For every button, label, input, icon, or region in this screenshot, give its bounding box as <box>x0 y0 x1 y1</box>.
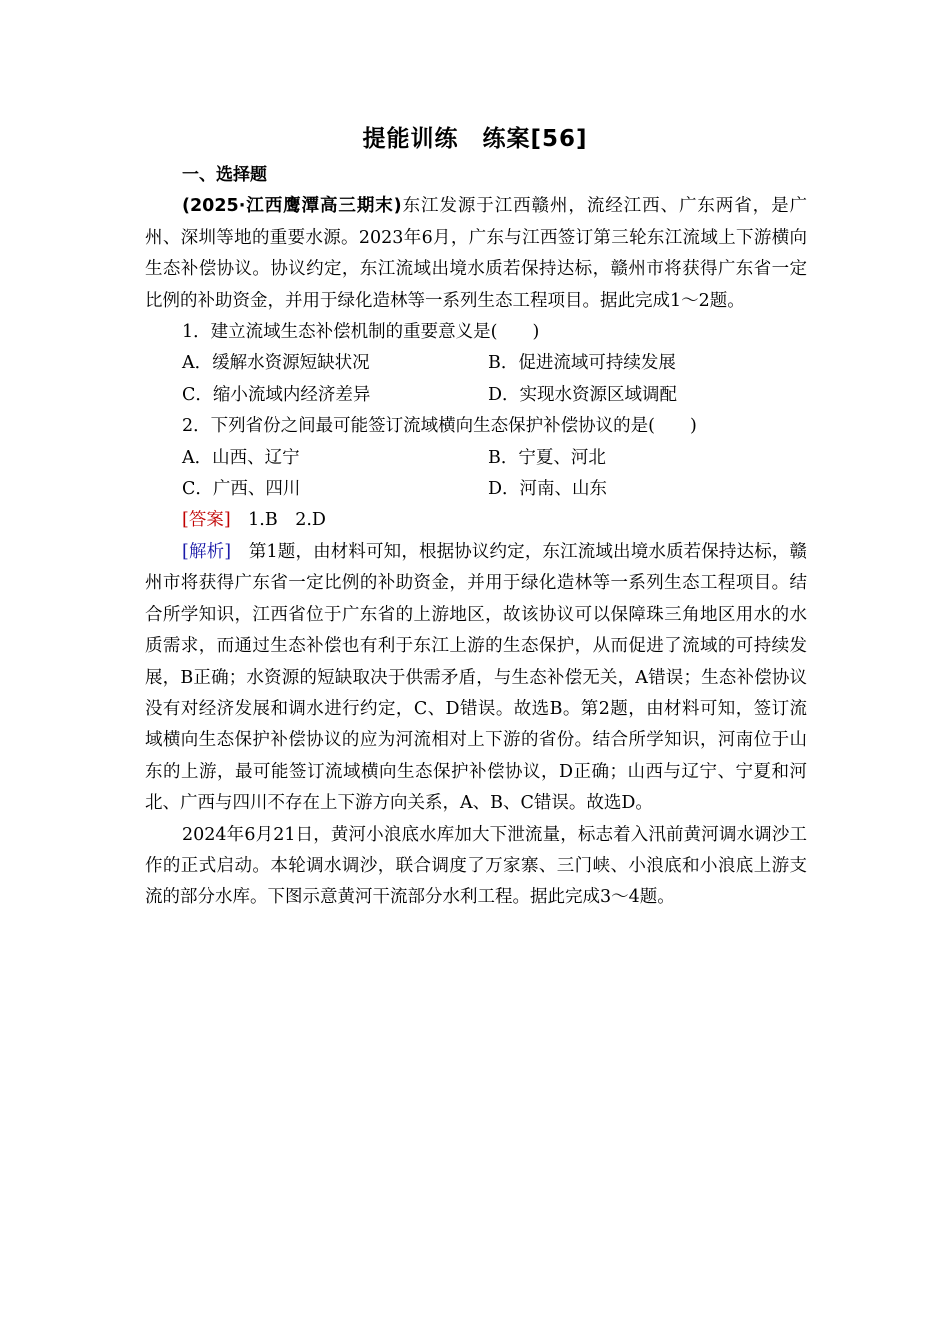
question-1-option-c: C．缩小流域内经济差异 <box>182 384 371 405</box>
question-2-option-a: A．山西、辽宁 <box>182 447 300 468</box>
section-heading: 一、选择题 <box>182 165 267 185</box>
question-1-option-d: D．实现水资源区域调配 <box>488 384 678 405</box>
passage-1-text: 东江发源于江西赣州，流经江西、广东两省，是广州、深圳等地的重要水源。2023年6月，广东与江西签订第三轮东江流域上下游横向生态补偿协议。协议约定，东江流域出境水质若保持达标，赣州市将获得广东省一定比例的补助资金，并用于绿化造林等一系列生态工程项目。据此完成1～2题。 <box>145 196 807 311</box>
passage-1-source: (2025·江西鹰潭高三期末) <box>182 196 402 217</box>
answer-text: 1.B 2.D <box>230 510 326 531</box>
question-1-stem: 1．建立流域生态补偿机制的重要意义是( ) <box>182 322 540 343</box>
analysis-text: 第1题，由材料可知，根据协议约定，东江流域出境水质若保持达标，赣州市将获得广东省一定比例的补助资金，并用于绿化造林等一系列生态工程项目。结合所学知识，江西省位于广东省的上游地区，故该协议可以保障珠三角地区用水的水质需求，而通过生态补偿也有利于东江上游的生态保护，从而促进了流域的可持续发展，B正确；水资源的短缺取决于供需矛盾，与生态补偿无关，A错误；生态补偿协议没有对经济发展和调水进行约定，C、D错误。故选B。第2题，由材料可知，签订流域横向生态保护补偿协议的应为河流相对上下游的省份。结合所学知识，河南位于山东的上游，最可能签订流域横向生态保护补偿协议，D正确；山西与辽宁、宁夏和河北、广西与四川不存在上下游方向关系，A、B、C错误。故选D。 <box>145 541 807 814</box>
question-1-option-a: A．缓解水资源短缺状况 <box>182 353 370 374</box>
question-1-options-row-1 <box>145 348 807 379</box>
document-body <box>145 160 807 914</box>
question-1-option-b: B．促进流域可持续发展 <box>488 353 676 374</box>
question-2-options-row-1 <box>145 443 807 474</box>
passage-2: 2024年6月21日，黄河小浪底水库加大下泄流量，标志着入汛前黄河调水调沙工作的正式启动。本轮调水调沙，联合调度了万家寨、三门峡、小浪底和小浪底上游支流的部分水库。下图示意黄河干流部分水利工程。据此完成3～4题。 <box>145 824 807 908</box>
page-title: 提能训练 练案[56] <box>362 126 588 152</box>
passage-1 <box>145 191 807 317</box>
question-2-stem: 2．下列省份之间最可能签订流域横向生态保护补偿协议的是( ) <box>182 416 697 437</box>
answer-line <box>145 505 807 536</box>
question-2-option-b: B．宁夏、河北 <box>488 447 606 468</box>
question-1-options-row-2 <box>145 380 807 411</box>
analysis-paragraph <box>145 537 807 820</box>
question-2-option-d: D．河南、山东 <box>488 479 608 500</box>
question-2-option-c: C．广西、四川 <box>182 479 301 500</box>
question-2-options-row-2 <box>145 474 807 505</box>
answer-tag: [答案] <box>182 510 231 531</box>
analysis-tag: [解析] <box>182 541 232 562</box>
